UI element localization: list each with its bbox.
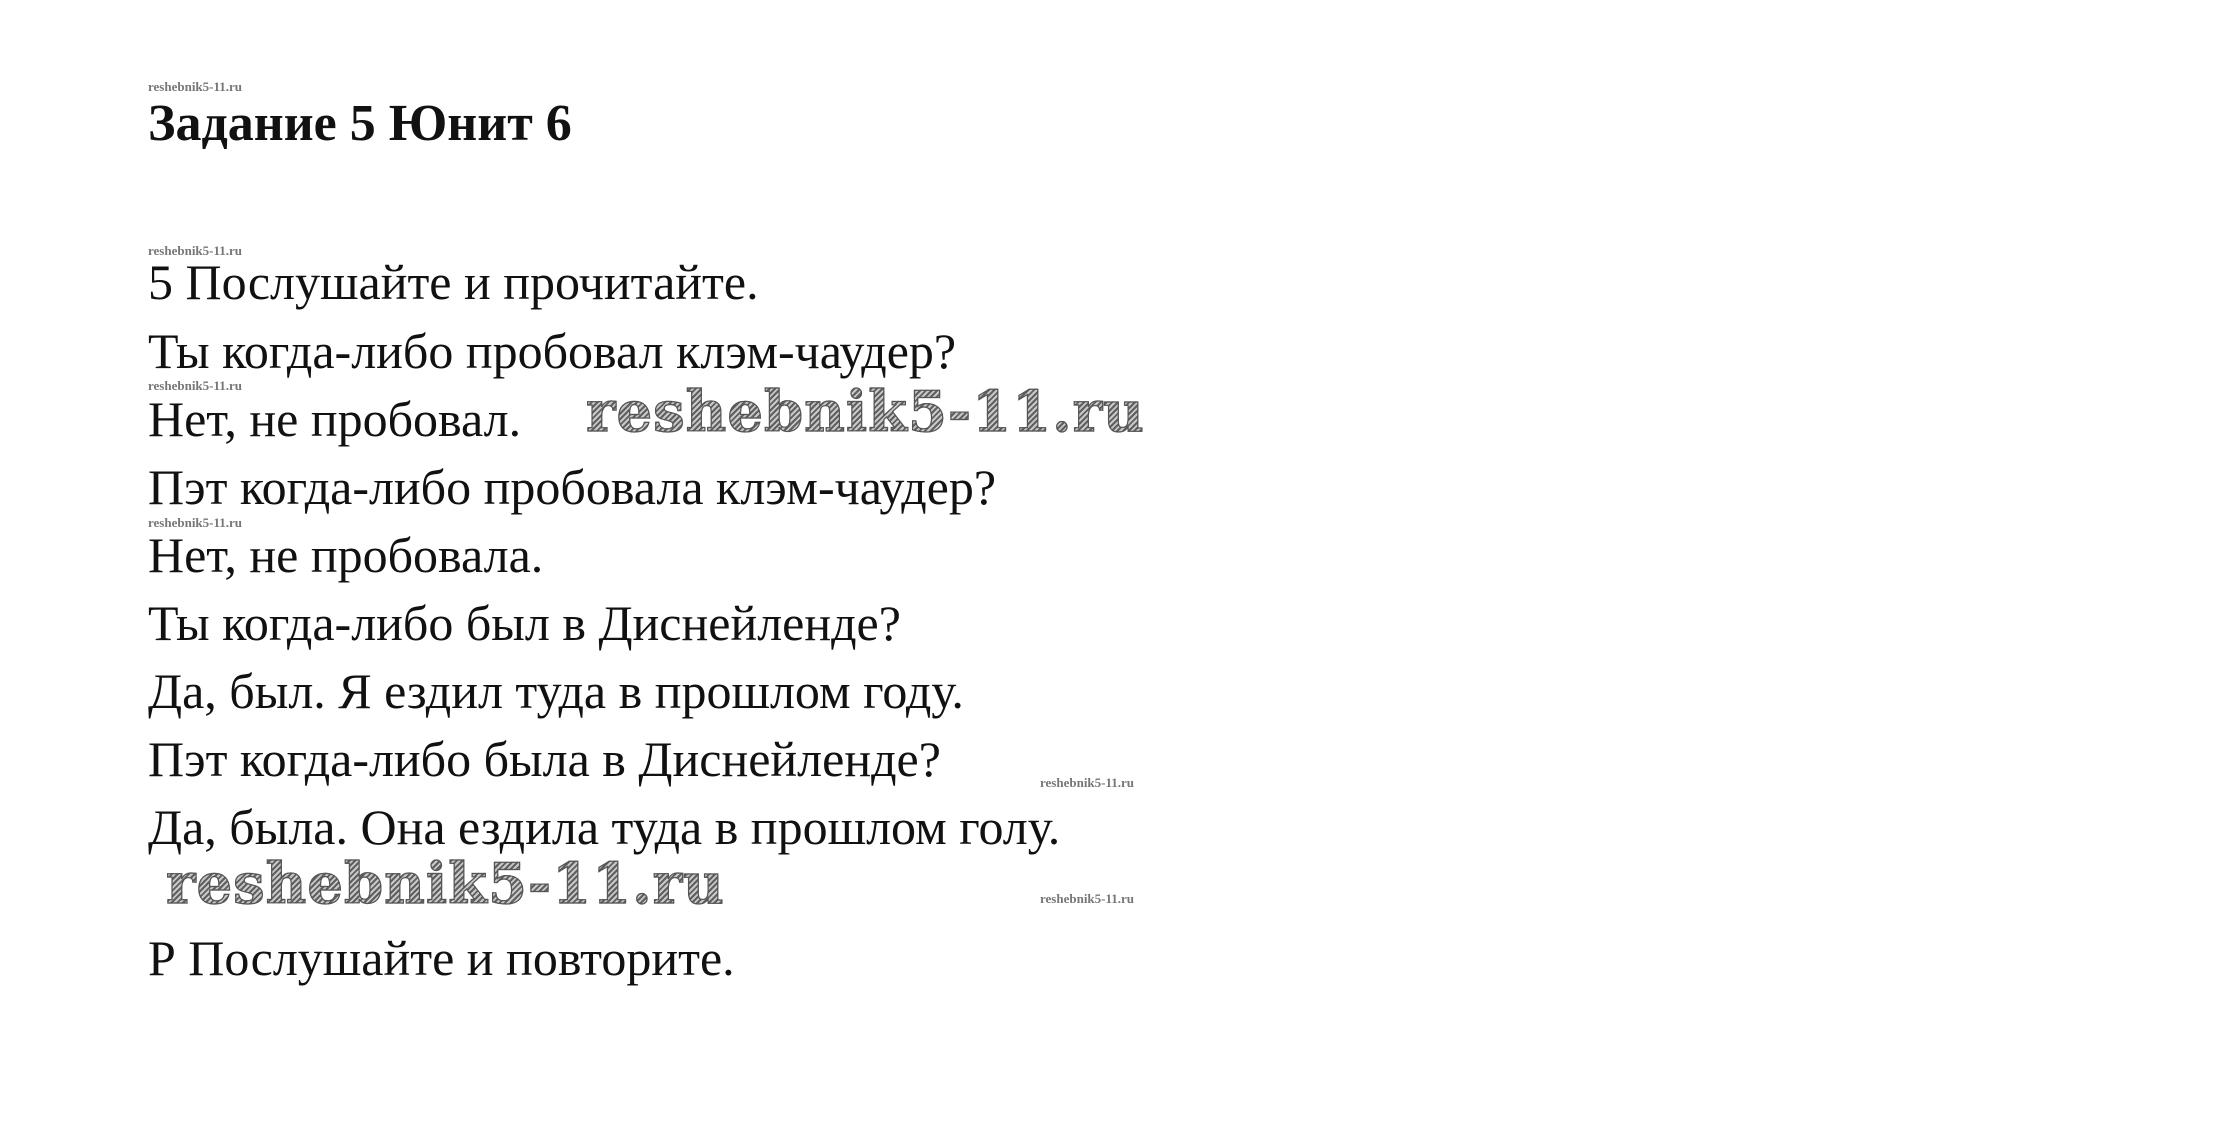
text-line-4: Пэт когда-либо пробовала клэм-чаудер?: [148, 459, 997, 515]
text-line-1: 5 Послушайте и прочитайте.: [148, 254, 759, 310]
footer-line: Р Послушайте и повторите.: [148, 930, 735, 986]
text-line-8: Пэт когда-либо была в Диснейленде?: [148, 731, 941, 787]
watermark-small: reshebnik5-11.ru: [1040, 891, 1135, 906]
watermark-small: reshebnik5-11.ru: [148, 378, 243, 393]
page-title: Задание 5 Юнит 6: [148, 95, 572, 152]
watermark-large: reshebnik5-11.ru: [586, 379, 1145, 445]
text-line-2: Ты когда-либо пробовал клэм-чаудер?: [148, 323, 957, 379]
text-line-5: Нет, не пробовала.: [148, 527, 544, 583]
text-line-3: Нет, не пробовал.: [148, 391, 522, 447]
text-line-9: Да, была. Она ездила туда в прошлом голу.: [148, 799, 1061, 855]
watermark-small: reshebnik5-11.ru: [148, 515, 243, 530]
text-line-7: Да, был. Я ездил туда в прошлом году.: [148, 663, 964, 719]
text-line-6: Ты когда-либо был в Диснейленде?: [148, 595, 901, 651]
watermark-small: reshebnik5-11.ru: [148, 79, 243, 94]
watermark-small: reshebnik5-11.ru: [148, 243, 243, 258]
watermark-small: reshebnik5-11.ru: [1040, 775, 1135, 790]
watermark-large: reshebnik5-11.ru: [166, 851, 725, 917]
